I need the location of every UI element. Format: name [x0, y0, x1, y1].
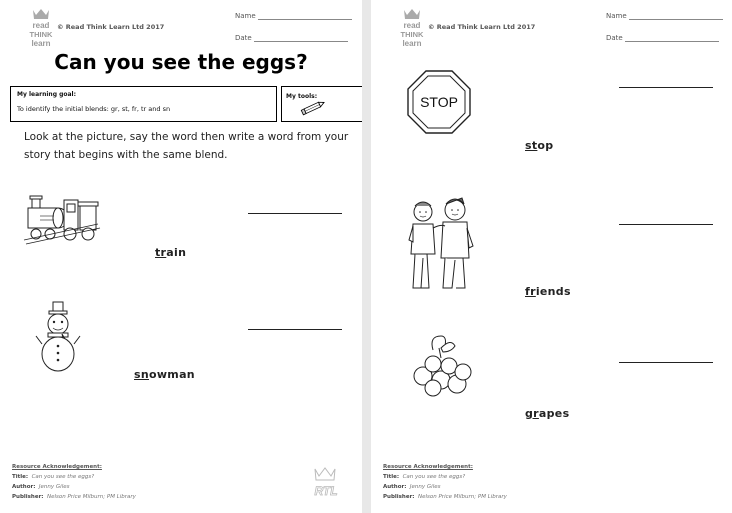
resource-acknowledgement — [383, 462, 507, 502]
ack-heading: Resource Acknowledgement: — [12, 464, 102, 470]
resource-acknowledgement — [12, 462, 136, 502]
word-grapes — [525, 407, 569, 420]
name-line[interactable] — [258, 12, 352, 20]
friends-icon — [407, 196, 479, 292]
ack-publisher-value: Nelson Price Milburn; PM Library — [418, 494, 507, 500]
word-train — [155, 246, 186, 259]
tools-heading: My tools: — [286, 93, 318, 100]
blend-fr: fr — [525, 285, 536, 298]
name-line[interactable] — [629, 12, 723, 20]
word-stop — [525, 139, 553, 152]
answer-line-1[interactable] — [248, 213, 342, 214]
ack-title-label: Title: — [12, 474, 29, 480]
name-field[interactable] — [235, 12, 352, 20]
word-friends — [525, 285, 571, 298]
read-think-learn-logo — [398, 8, 426, 48]
ack-author-value: Jenny Giles — [38, 484, 70, 490]
snowman-icon — [36, 300, 80, 374]
blend-st: st — [525, 139, 538, 152]
ack-title-label: Title: — [383, 474, 400, 480]
word-rest-grapes: apes — [538, 407, 570, 420]
ack-publisher-label: Publisher: — [12, 494, 44, 500]
name-field[interactable] — [606, 12, 723, 20]
blend-gr: gr — [525, 407, 539, 420]
instruction-text: Look at the picture, say the word then write a word from your story that begins with the same blend. — [24, 131, 349, 161]
blend-sn: sn — [134, 368, 149, 381]
learning-goal-heading: My learning goal: — [17, 91, 77, 98]
logo-text-think: THINK — [400, 30, 424, 39]
date-line[interactable] — [254, 34, 348, 42]
logo-text-learn: learn — [402, 39, 422, 48]
answer-line-2[interactable] — [248, 329, 342, 330]
ack-author-value: Jenny Giles — [409, 484, 441, 490]
answer-line-3[interactable] — [619, 87, 713, 88]
name-label: Name — [235, 12, 256, 20]
date-label: Date — [606, 34, 623, 42]
copyright-text: © Read Think Learn Ltd 2017 — [57, 23, 165, 31]
logo-text-think: THINK — [29, 30, 53, 39]
word-rest-train: ain — [166, 246, 187, 259]
tools-box — [281, 86, 362, 122]
ack-publisher-value: Nelson Price Milburn; PM Library — [47, 494, 136, 500]
logo-text-learn: learn — [31, 39, 51, 48]
train-icon — [24, 192, 102, 250]
word-rest-snowman: owman — [148, 368, 195, 381]
worksheet-page-2 — [371, 0, 732, 513]
word-rest-stop: op — [537, 139, 554, 152]
date-line[interactable] — [625, 34, 719, 42]
learning-goal-box — [10, 86, 277, 122]
stop-sign-text: STOP — [420, 94, 458, 110]
word-rest-friends: iends — [535, 285, 571, 298]
answer-line-4[interactable] — [619, 224, 713, 225]
logo-text-read: read — [403, 21, 421, 30]
learning-goal-text: To identify the initial blends: gr, st, fr, tr and sn — [17, 105, 171, 113]
ack-publisher-label: Publisher: — [383, 494, 415, 500]
rtl-watermark-text: RTL — [314, 484, 338, 498]
ack-title-value: Can you see the eggs? — [402, 474, 466, 480]
blend-tr: tr — [155, 246, 167, 259]
stop-sign-icon — [407, 70, 471, 134]
date-label: Date — [235, 34, 252, 42]
grapes-icon — [413, 334, 475, 398]
ack-author-label: Author: — [383, 484, 407, 490]
name-label: Name — [606, 12, 627, 20]
copyright-text: © Read Think Learn Ltd 2017 — [428, 23, 536, 31]
date-field[interactable] — [606, 34, 719, 42]
word-snowman — [134, 368, 195, 381]
logo-text-read: read — [32, 21, 50, 30]
date-field[interactable] — [235, 34, 348, 42]
ack-author-label: Author: — [12, 484, 36, 490]
worksheet-page-1 — [0, 0, 362, 513]
read-think-learn-logo — [27, 8, 55, 48]
ack-title-value: Can you see the eggs? — [31, 474, 95, 480]
ack-heading: Resource Acknowledgement: — [383, 464, 473, 470]
pencil-icon — [298, 101, 328, 113]
rtl-watermark-logo — [310, 467, 344, 499]
page-title: Can you see the eggs? — [54, 50, 308, 74]
answer-line-5[interactable] — [619, 362, 713, 363]
